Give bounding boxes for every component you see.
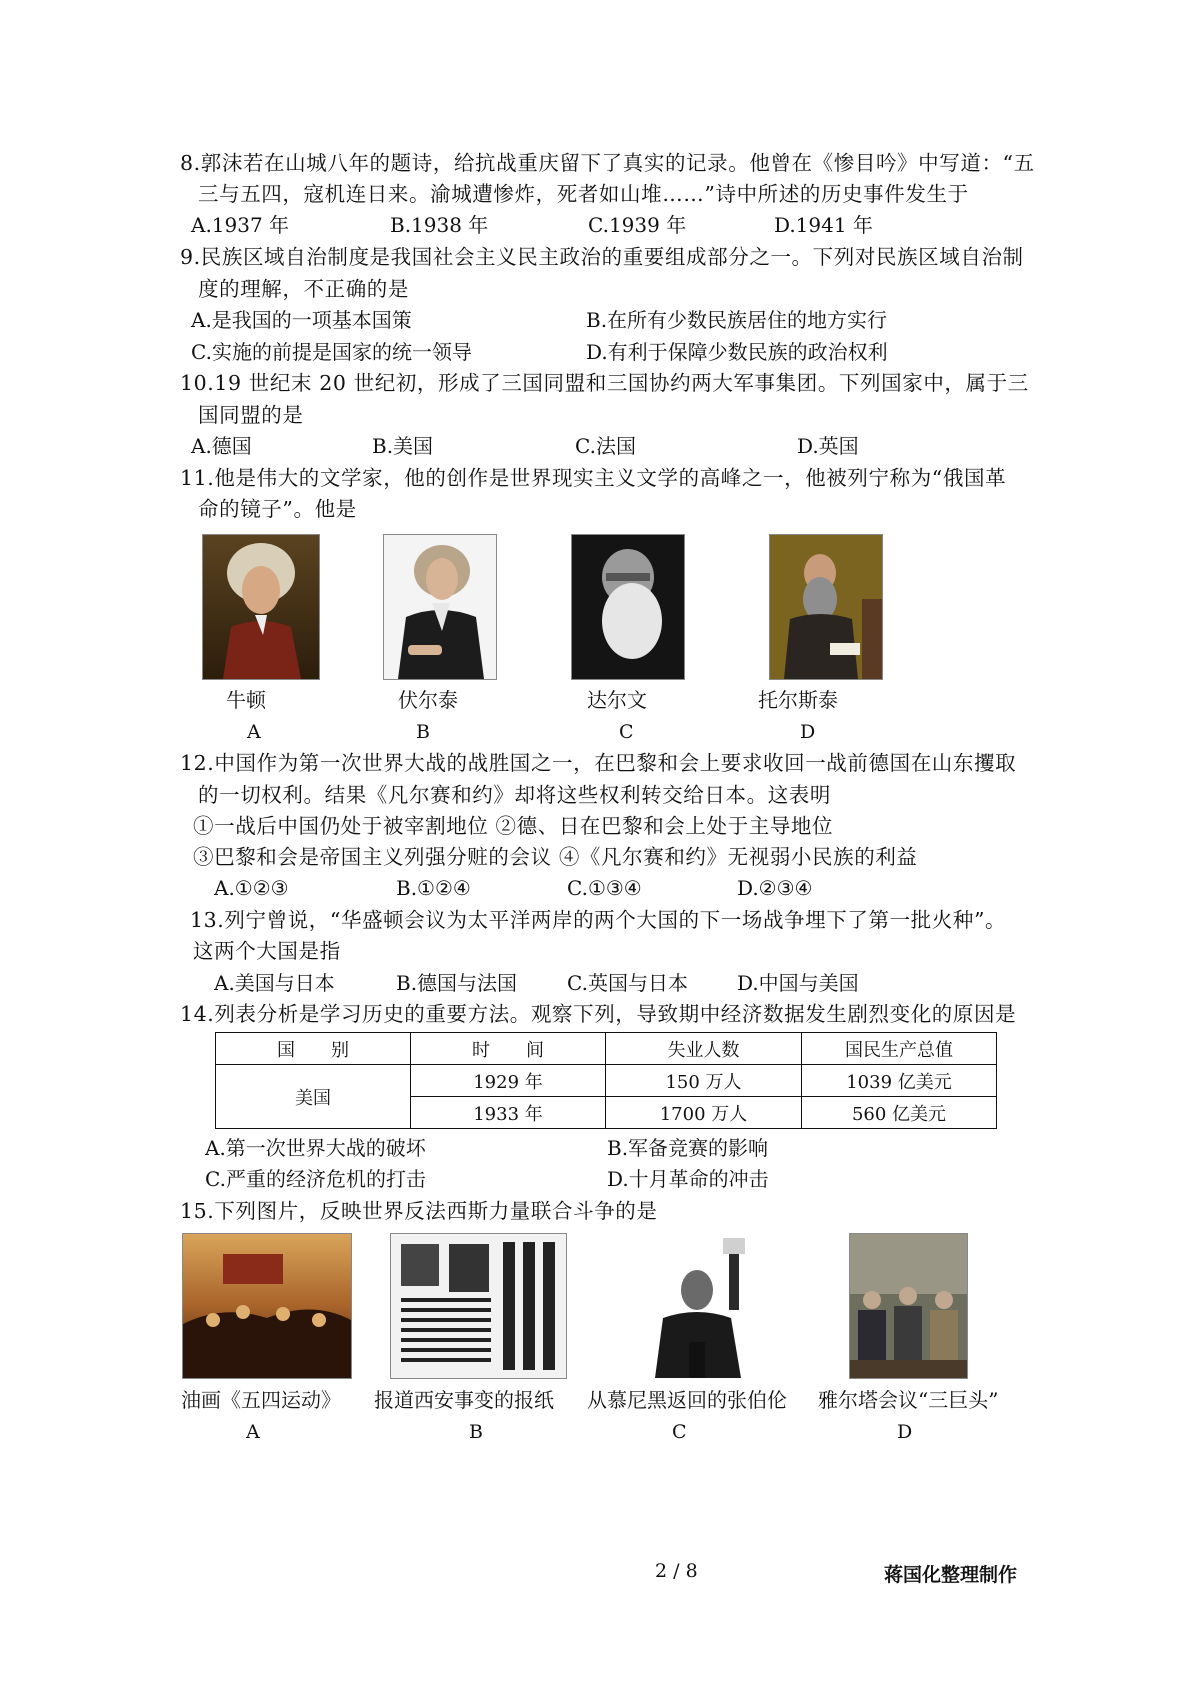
q9-stem-line1: 9.民族区域自治制度是我国社会主义民主政治的重要组成部分之一。下列对民族区域自治制 (180, 245, 1024, 269)
q9-option-c: C.实施的前提是国家的统一领导 (191, 340, 472, 364)
q8-stem-line1: 8.郭沫若在山城八年的题诗，给抗战重庆留下了真实的记录。他曾在《惨目吟》中写道：“五 (180, 151, 1035, 175)
q11-caption-d: 托尔斯泰 (758, 688, 838, 712)
q15-caption-c: 从慕尼黑返回的张伯伦 (587, 1388, 787, 1412)
chamberlain-photo (624, 1233, 772, 1379)
q12-option-c: C.①③④ (567, 876, 642, 900)
q13-option-a: A.美国与日本 (214, 971, 335, 995)
q8-option-c: C.1939 年 (588, 213, 687, 237)
table-cell: 150 万人 (606, 1065, 802, 1097)
q11-caption-c: 达尔文 (587, 688, 647, 712)
q12-option-b: B.①②④ (396, 876, 471, 900)
q11-stem-line2: 命的镜子”。他是 (198, 497, 357, 521)
table-cell: 1929 年 (411, 1065, 606, 1097)
q12-stem-line1: 12.中国作为第一次世界大战的战胜国之一，在巴黎和会上要求收回一战前德国在山东攫取 (180, 751, 1017, 775)
table-cell: 1039 亿美元 (802, 1065, 997, 1097)
q11-letter-b: B (416, 721, 430, 743)
table-header-cell: 国民生产总值 (802, 1033, 997, 1065)
newton-portrait (202, 534, 320, 680)
q13-option-d: D.中国与美国 (737, 971, 859, 995)
table-cell: 560 亿美元 (802, 1097, 997, 1129)
q11-caption-b: 伏尔泰 (398, 688, 458, 712)
q15-letter-b: B (469, 1421, 483, 1443)
q15-caption-a: 油画《五四运动》 (181, 1388, 341, 1412)
page-number: 2 / 8 (655, 1560, 698, 1582)
q13-option-b: B.德国与法国 (396, 971, 518, 995)
q12-statement-line1: ①一战后中国仍处于被宰割地位 ②德、日在巴黎和会上处于主导地位 (193, 814, 834, 838)
table-cell: 1700 万人 (606, 1097, 802, 1129)
q13-stem-line1: 13.列宁曾说，“华盛顿会议为太平洋两岸的两个大国的下一场战争埋下了第一批火种”。 (190, 908, 1007, 932)
q13-stem-line2: 这两个大国是指 (193, 939, 341, 963)
darwin-portrait (571, 534, 685, 680)
table-header-cell: 国 别 (216, 1033, 411, 1065)
q10-option-d: D.英国 (797, 434, 859, 458)
q11-letter-c: C (619, 721, 634, 743)
table-header-row (216, 1033, 997, 1065)
q10-option-a: A.德国 (191, 434, 252, 458)
q9-option-a: A.是我国的一项基本国策 (191, 308, 412, 332)
q15-letter-a: A (246, 1421, 260, 1443)
unemployment-gnp-table (215, 1032, 997, 1129)
q8-option-d: D.1941 年 (774, 213, 873, 237)
table-header-cell: 失业人数 (606, 1033, 802, 1065)
xian-incident-newspaper (390, 1233, 567, 1379)
q10-option-b: B.美国 (372, 434, 434, 458)
table-cell-country: 美国 (216, 1065, 411, 1129)
q11-letter-d: D (800, 721, 816, 743)
q8-option-b: B.1938 年 (390, 213, 489, 237)
q11-letter-a: A (247, 721, 261, 743)
q10-option-c: C.法国 (575, 434, 636, 458)
q11-stem-line1: 11.他是伟大的文学家，他的创作是世界现实主义文学的高峰之一，他被列宁称为“俄国革 (180, 466, 1007, 490)
voltaire-portrait (383, 534, 497, 680)
q8-option-a: A.1937 年 (191, 213, 290, 237)
q15-caption-d: 雅尔塔会议“三巨头” (818, 1388, 999, 1412)
q12-statement-line2: ③巴黎和会是帝国主义列强分赃的会议 ④《凡尔赛和约》无视弱小民族的利益 (193, 845, 918, 869)
q12-stem-line2: 的一切权利。结果《凡尔赛和约》却将这些权利转交给日本。这表明 (198, 783, 831, 807)
q14-option-a: A.第一次世界大战的破坏 (205, 1136, 426, 1160)
q12-option-a: A.①②③ (214, 876, 289, 900)
q14-option-b: B.军备竞赛的影响 (607, 1136, 769, 1160)
q11-caption-a: 牛顿 (226, 688, 266, 712)
q13-option-c: C.英国与日本 (567, 971, 688, 995)
q8-stem-line2: 三与五四，寇机连日来。渝城遭惨炸，死者如山堆……”诗中所述的历史事件发生于 (198, 182, 969, 206)
q14-stem-line1: 14.列表分析是学习历史的重要方法。观察下列，导致期中经济数据发生剧烈变化的原因是 (180, 1002, 1017, 1026)
tolstoy-portrait (769, 534, 883, 680)
q9-option-d: D.有利于保障少数民族的政治权利 (586, 340, 888, 364)
q9-option-b: B.在所有少数民族居住的地方实行 (586, 308, 888, 332)
q10-stem-line2: 国同盟的是 (198, 403, 304, 427)
table-cell: 1933 年 (411, 1097, 606, 1129)
q14-option-c: C.严重的经济危机的打击 (205, 1167, 426, 1191)
yalta-big-three-photo (849, 1233, 968, 1379)
q12-option-d: D.②③④ (737, 876, 813, 900)
q15-letter-d: D (897, 1421, 913, 1443)
q15-letter-c: C (672, 1421, 687, 1443)
q15-caption-b: 报道西安事变的报纸 (374, 1388, 554, 1412)
q10-stem-line1: 10.19 世纪末 20 世纪初，形成了三国同盟和三国协约两大军事集团。下列国家中，属于三 (180, 371, 1029, 395)
q15-stem-line1: 15.下列图片，反映世界反法西斯力量联合斗争的是 (180, 1199, 658, 1223)
q9-stem-line2: 度的理解，不正确的是 (198, 277, 409, 301)
table-row (216, 1065, 997, 1097)
table-header-cell: 时 间 (411, 1033, 606, 1065)
q14-option-d: D.十月革命的冲击 (607, 1167, 769, 1191)
author-credit: 蒋国化整理制作 (884, 1564, 1018, 1586)
may-fourth-painting (182, 1233, 352, 1379)
